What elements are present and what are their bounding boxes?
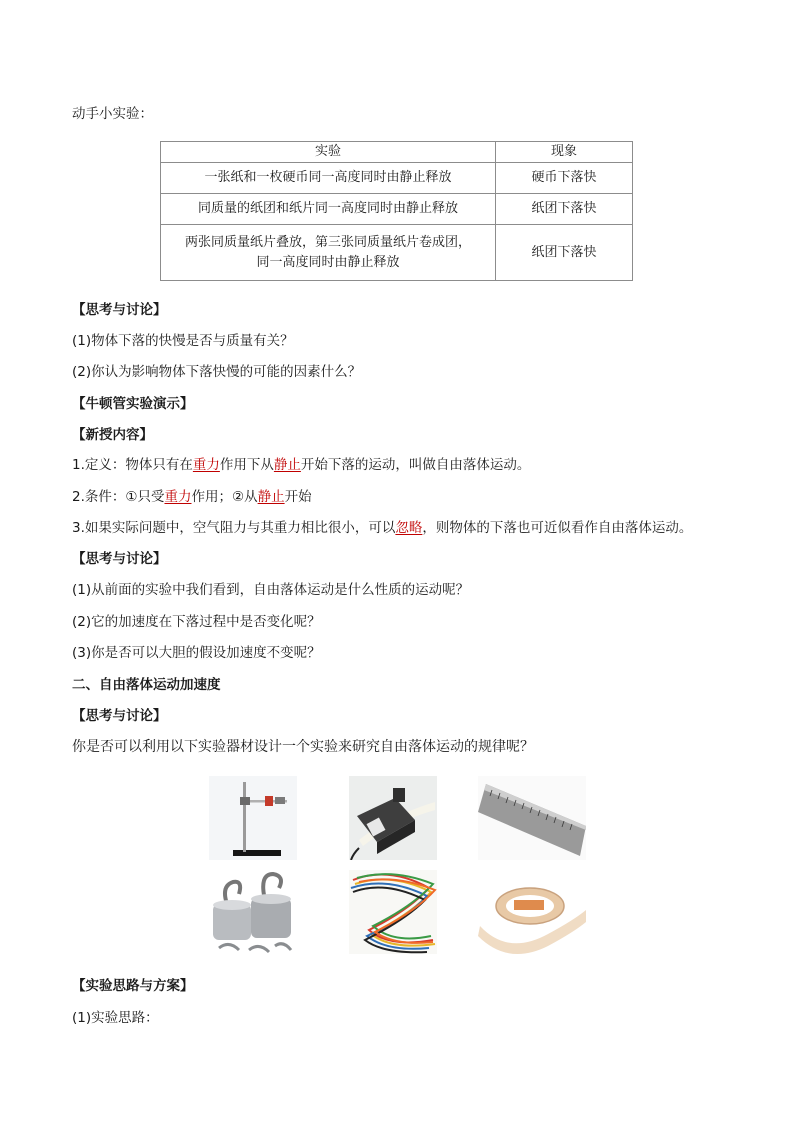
table-cell-experiment: [161, 194, 496, 225]
question: (1)从前面的实验中我们看到，自由落体运动是什么性质的运动呢？: [72, 582, 470, 598]
iron-stand-icon: [209, 776, 297, 860]
spark-timer-icon: [349, 776, 437, 860]
discuss-heading: 【思考与讨论】: [72, 708, 167, 724]
text: 1.定义：物体只有在: [72, 457, 193, 473]
table-header-row: [161, 142, 633, 163]
hook-weights-icon: [209, 870, 297, 954]
discuss-heading: 【思考与讨论】: [72, 302, 167, 318]
table-row: [161, 194, 633, 225]
table-cell-experiment: [161, 225, 496, 281]
highlight-term: 重力: [164, 489, 192, 505]
section-heading: 二、自由落体运动加速度: [72, 677, 221, 693]
intro-text: 动手小实验：: [72, 106, 153, 122]
ruler-icon: [478, 776, 586, 860]
text: 开始: [284, 489, 312, 505]
table-header-phenomenon: 现象: [496, 142, 633, 163]
experiment-table: [160, 141, 633, 281]
approximation-line: [72, 518, 692, 538]
highlight-term: 静止: [257, 489, 285, 505]
table-row: [161, 163, 633, 194]
cell-line: 同质量的纸团和纸片同一高度同时由静止释放: [197, 201, 458, 216]
cell-line: 两张同质量纸片叠放，第三张同质量纸片卷成团，: [184, 234, 471, 250]
text: 3.如果实际问题中，空气阻力与其重力相比很小，可以: [72, 520, 396, 536]
wires-icon: [349, 870, 437, 954]
table-cell-result: 硬币下落快: [496, 163, 633, 194]
question: (2)它的加速度在下落过程中是否变化呢？: [72, 614, 321, 630]
question: (2)你认为影响物体下落快慢的可能的因素什么？: [72, 364, 362, 380]
highlight-term: 重力: [192, 457, 220, 473]
text: 作用；②从: [191, 489, 258, 505]
table-cell-result: 纸团下落快: [496, 194, 633, 225]
text: 2.条件：①只受: [72, 489, 165, 505]
table-header-experiment: 实验: [161, 142, 496, 163]
newton-tube-heading: 【牛顿管实验演示】: [72, 396, 194, 412]
condition-line: [72, 487, 312, 507]
text: 开始下落的运动，叫做自由落体运动。: [300, 457, 531, 473]
cell-line: 同一高度同时由静止释放: [256, 254, 400, 270]
highlight-term: 静止: [273, 457, 301, 473]
table-cell-experiment: [161, 163, 496, 194]
question: (1)物体下落的快慢是否与质量有关？: [72, 333, 294, 349]
cell-line: 一张纸和一枚硬币同一高度同时由静止释放: [204, 170, 452, 185]
question: 你是否可以利用以下实验器材设计一个实验来研究自由落体运动的规律呢？: [72, 739, 534, 755]
text: 作用下从: [219, 457, 274, 473]
text: ，则物体的下落也可近似看作自由落体运动。: [422, 520, 693, 536]
table-cell-result: 纸团下落快: [496, 225, 633, 281]
plan-heading: 【实验思路与方案】: [72, 978, 194, 994]
definition-line: [72, 455, 530, 475]
table-row: [161, 225, 633, 281]
plan-idea: (1)实验思路：: [72, 1010, 159, 1026]
discuss-heading: 【思考与讨论】: [72, 551, 167, 567]
new-content-heading: 【新授内容】: [72, 427, 153, 443]
question: (3)你是否可以大胆的假设加速度不变呢？: [72, 645, 321, 661]
highlight-term: 忽略: [395, 520, 423, 536]
paper-tape-icon: [478, 870, 586, 954]
